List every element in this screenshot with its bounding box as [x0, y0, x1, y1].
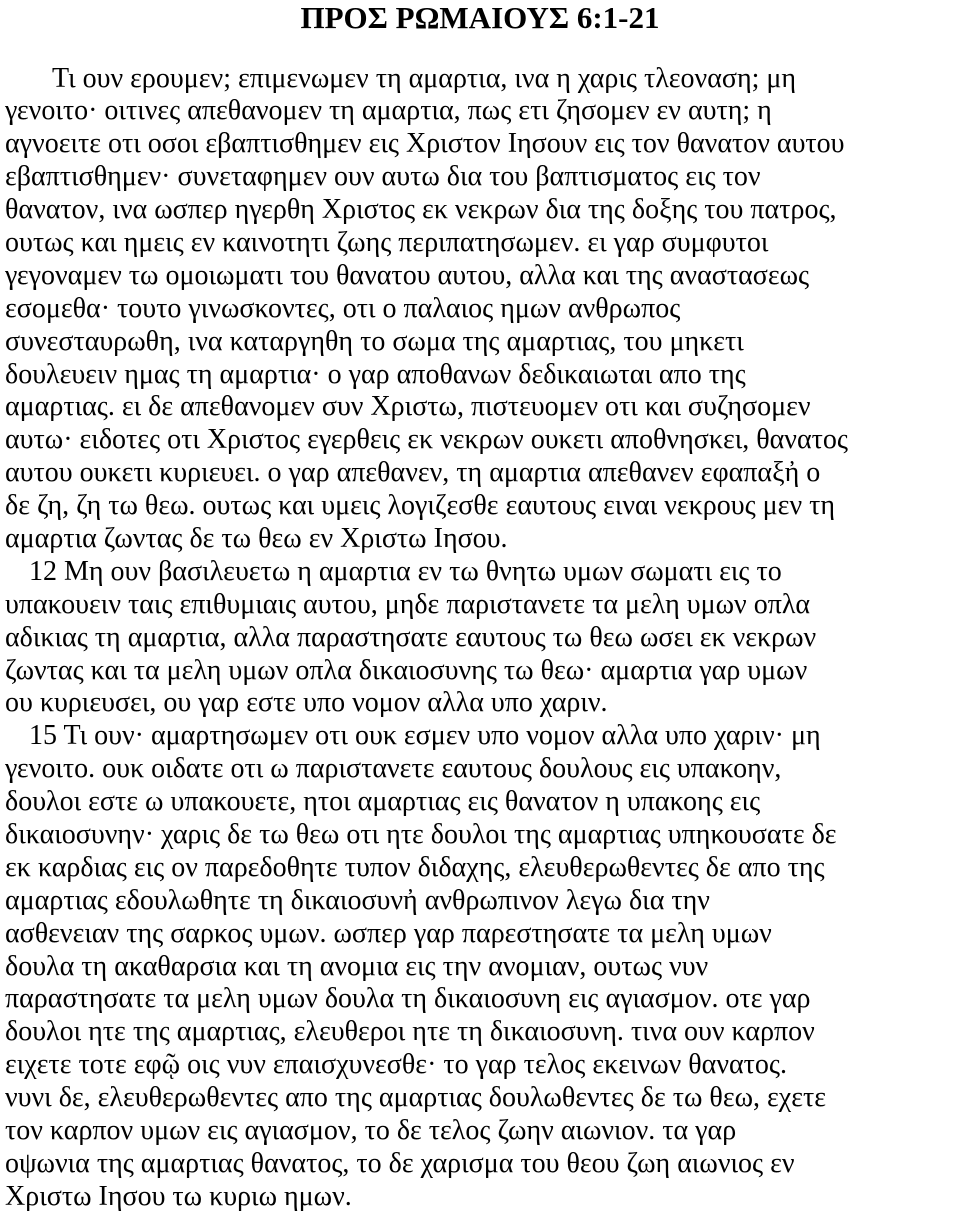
text-line: οψωνια της αμαρτιας θανατος, το δε χαρισμα του θεου ζωη αιωνιος εν	[5, 1147, 795, 1179]
paragraph	[0, 720, 960, 1213]
text-line: γενοιτο· οιτινες απεθανομεν τη αμαρτια, πως ετι ζησομεν εν αυτη; η	[5, 95, 772, 127]
paragraph	[0, 556, 960, 720]
text-line: δε ζη, ζη τω θεω. ουτως και υμεις λογιζεσθε εαυτους ειναι νεκρους μεν τη	[5, 490, 835, 522]
text-line: αμαρτια ζωντας δε τω θεω εν Χριστω Ιησου.	[5, 522, 508, 554]
text-line: παραστησατε τα μελη υμων δουλα τη δικαιοσυνη εις αγιασμον. οτε γαρ	[5, 983, 811, 1015]
text-line: αμαρτιας. ει δε απεθανομεν συν Χριστω, πιστευομεν οτι και συζησομεν	[5, 391, 811, 423]
text-line: αυτου ουκετι κυριευει. ο γαρ απεθανεν, τη αμαρτια απεθανεν εφαπαξἠ ο	[5, 457, 821, 489]
text-line: εκ καρδιας εις ον παρεδοθητε τυπον διδαχης, ελευθερωθεντες δε απο της	[5, 851, 825, 883]
text-line: Χριστω Ιησου τω κυριω ημων.	[5, 1180, 352, 1212]
page-title: ΠΡΟΣ ΡΩΜΑΙΟΥΣ 6:1-21	[300, 0, 660, 35]
text-line: δουλοι εστε ω υπακουετε, ητοι αμαρτιας εις θανατον η υπακοης εις	[5, 786, 761, 818]
text-line: αμαρτιας εδουλωθητε τη δικαιοσυνἠ ανθρωπινον λεγω δια την	[5, 884, 710, 916]
document-body	[0, 63, 960, 1214]
text-line: εβαπτισθημεν· συνεταφημεν ουν αυτω δια του βαπτισματος εις τον	[5, 161, 761, 193]
text-line: αυτω· ειδοτες οτι Χριστος εγερθεις εκ νεκρων ουκετι αποθνησκει, θανατος	[5, 424, 848, 456]
text-line: γεγοναμεν τω ομοιωματι του θανατου αυτου, αλλα και της αναστασεως	[5, 259, 810, 291]
text-line: αγνοειτε οτι οσοι εβαπτισθημεν εις Χριστον Ιησουν εις τον θανατον αυτου	[5, 128, 845, 160]
text-line: συνεσταυρωθη, ινα καταργηθη το σωμα της αμαρτιας, του μηκετι	[5, 325, 744, 357]
text-line: αδικιας τη αμαρτια, αλλα παραστησατε εαυτους τω θεω ωσει εκ νεκρων	[5, 621, 817, 653]
text-line: ειχετε τοτε εφῷ οις νυν επαισχυνεσθε· το γαρ τελος εκεινων θανατος.	[5, 1049, 787, 1081]
text-line: 15 Τι ουν· αμαρτησωμεν οτι ουκ εσμεν υπο νομον αλλα υπο χαριν· μη	[29, 720, 821, 752]
text-line: δικαιοσυνην· χαρις δε τω θεω οτι ητε δουλοι της αμαρτιας υπηκουσατε δε	[5, 818, 837, 850]
text-line: ουτως και ημεις εν καινοτητι ζωης περιπατησωμεν. ει γαρ συμφυτοι	[5, 226, 769, 258]
text-line: υπακουειν ταις επιθυμιαις αυτου, μηδε παριστανετε τα μελη υμων οπλα	[5, 588, 811, 620]
paragraph	[0, 63, 960, 556]
text-line: Τι ουν ερουμεν; επιμενωμεν τη αμαρτια, ινα η χαρις τλεοναση; μη	[52, 62, 797, 94]
text-line: ασθενειαν της σαρκος υμων. ωσπερ γαρ παρεστησατε τα μελη υμων	[5, 917, 772, 949]
text-line: θανατον, ινα ωσπερ ηγερθη Χριστος εκ νεκρων δια της δοξης του πατρος,	[5, 194, 837, 226]
text-line: δουλευειν ημας τη αμαρτια· ο γαρ αποθανων δεδικαιωται απο της	[5, 358, 746, 390]
text-line: ζωντας και τα μελη υμων οπλα δικαιοσυνης τω θεω· αμαρτια γαρ υμων	[5, 654, 808, 686]
text-line: τον καρπον υμων εις αγιασμον, το δε τελος ζωην αιωνιον. τα γαρ	[5, 1115, 737, 1146]
text-line: νυνι δε, ελευθερωθεντες απο της αμαρτιας δουλωθεντες δε τω θεω, εχετε	[5, 1082, 826, 1114]
text-line: γενοιτο. ουκ οιδατε οτι ω παριστανετε εαυτους δουλους εις υπακοην,	[5, 753, 782, 785]
text-line: εσομεθα· τουτο γινωσκοντες, οτι ο παλαιος ημων ανθρωπος	[5, 292, 681, 324]
text-line: δουλα τη ακαθαρσια και τη ανομια εις την ανομιαν, ουτως νυν	[5, 950, 709, 982]
text-line: 12 Μη ουν βασιλευετω η αμαρτια εν τω θνητω υμων σωματι εις το	[29, 555, 782, 587]
text-line: ου κυριευσει, ου γαρ εστε υπο νομον αλλα υπο χαριν.	[5, 687, 608, 719]
text-line: δουλοι ητε της αμαρτιας, ελευθεροι ητε τη δικαιοσυνη. τινα ουν καρπον	[5, 1016, 815, 1048]
